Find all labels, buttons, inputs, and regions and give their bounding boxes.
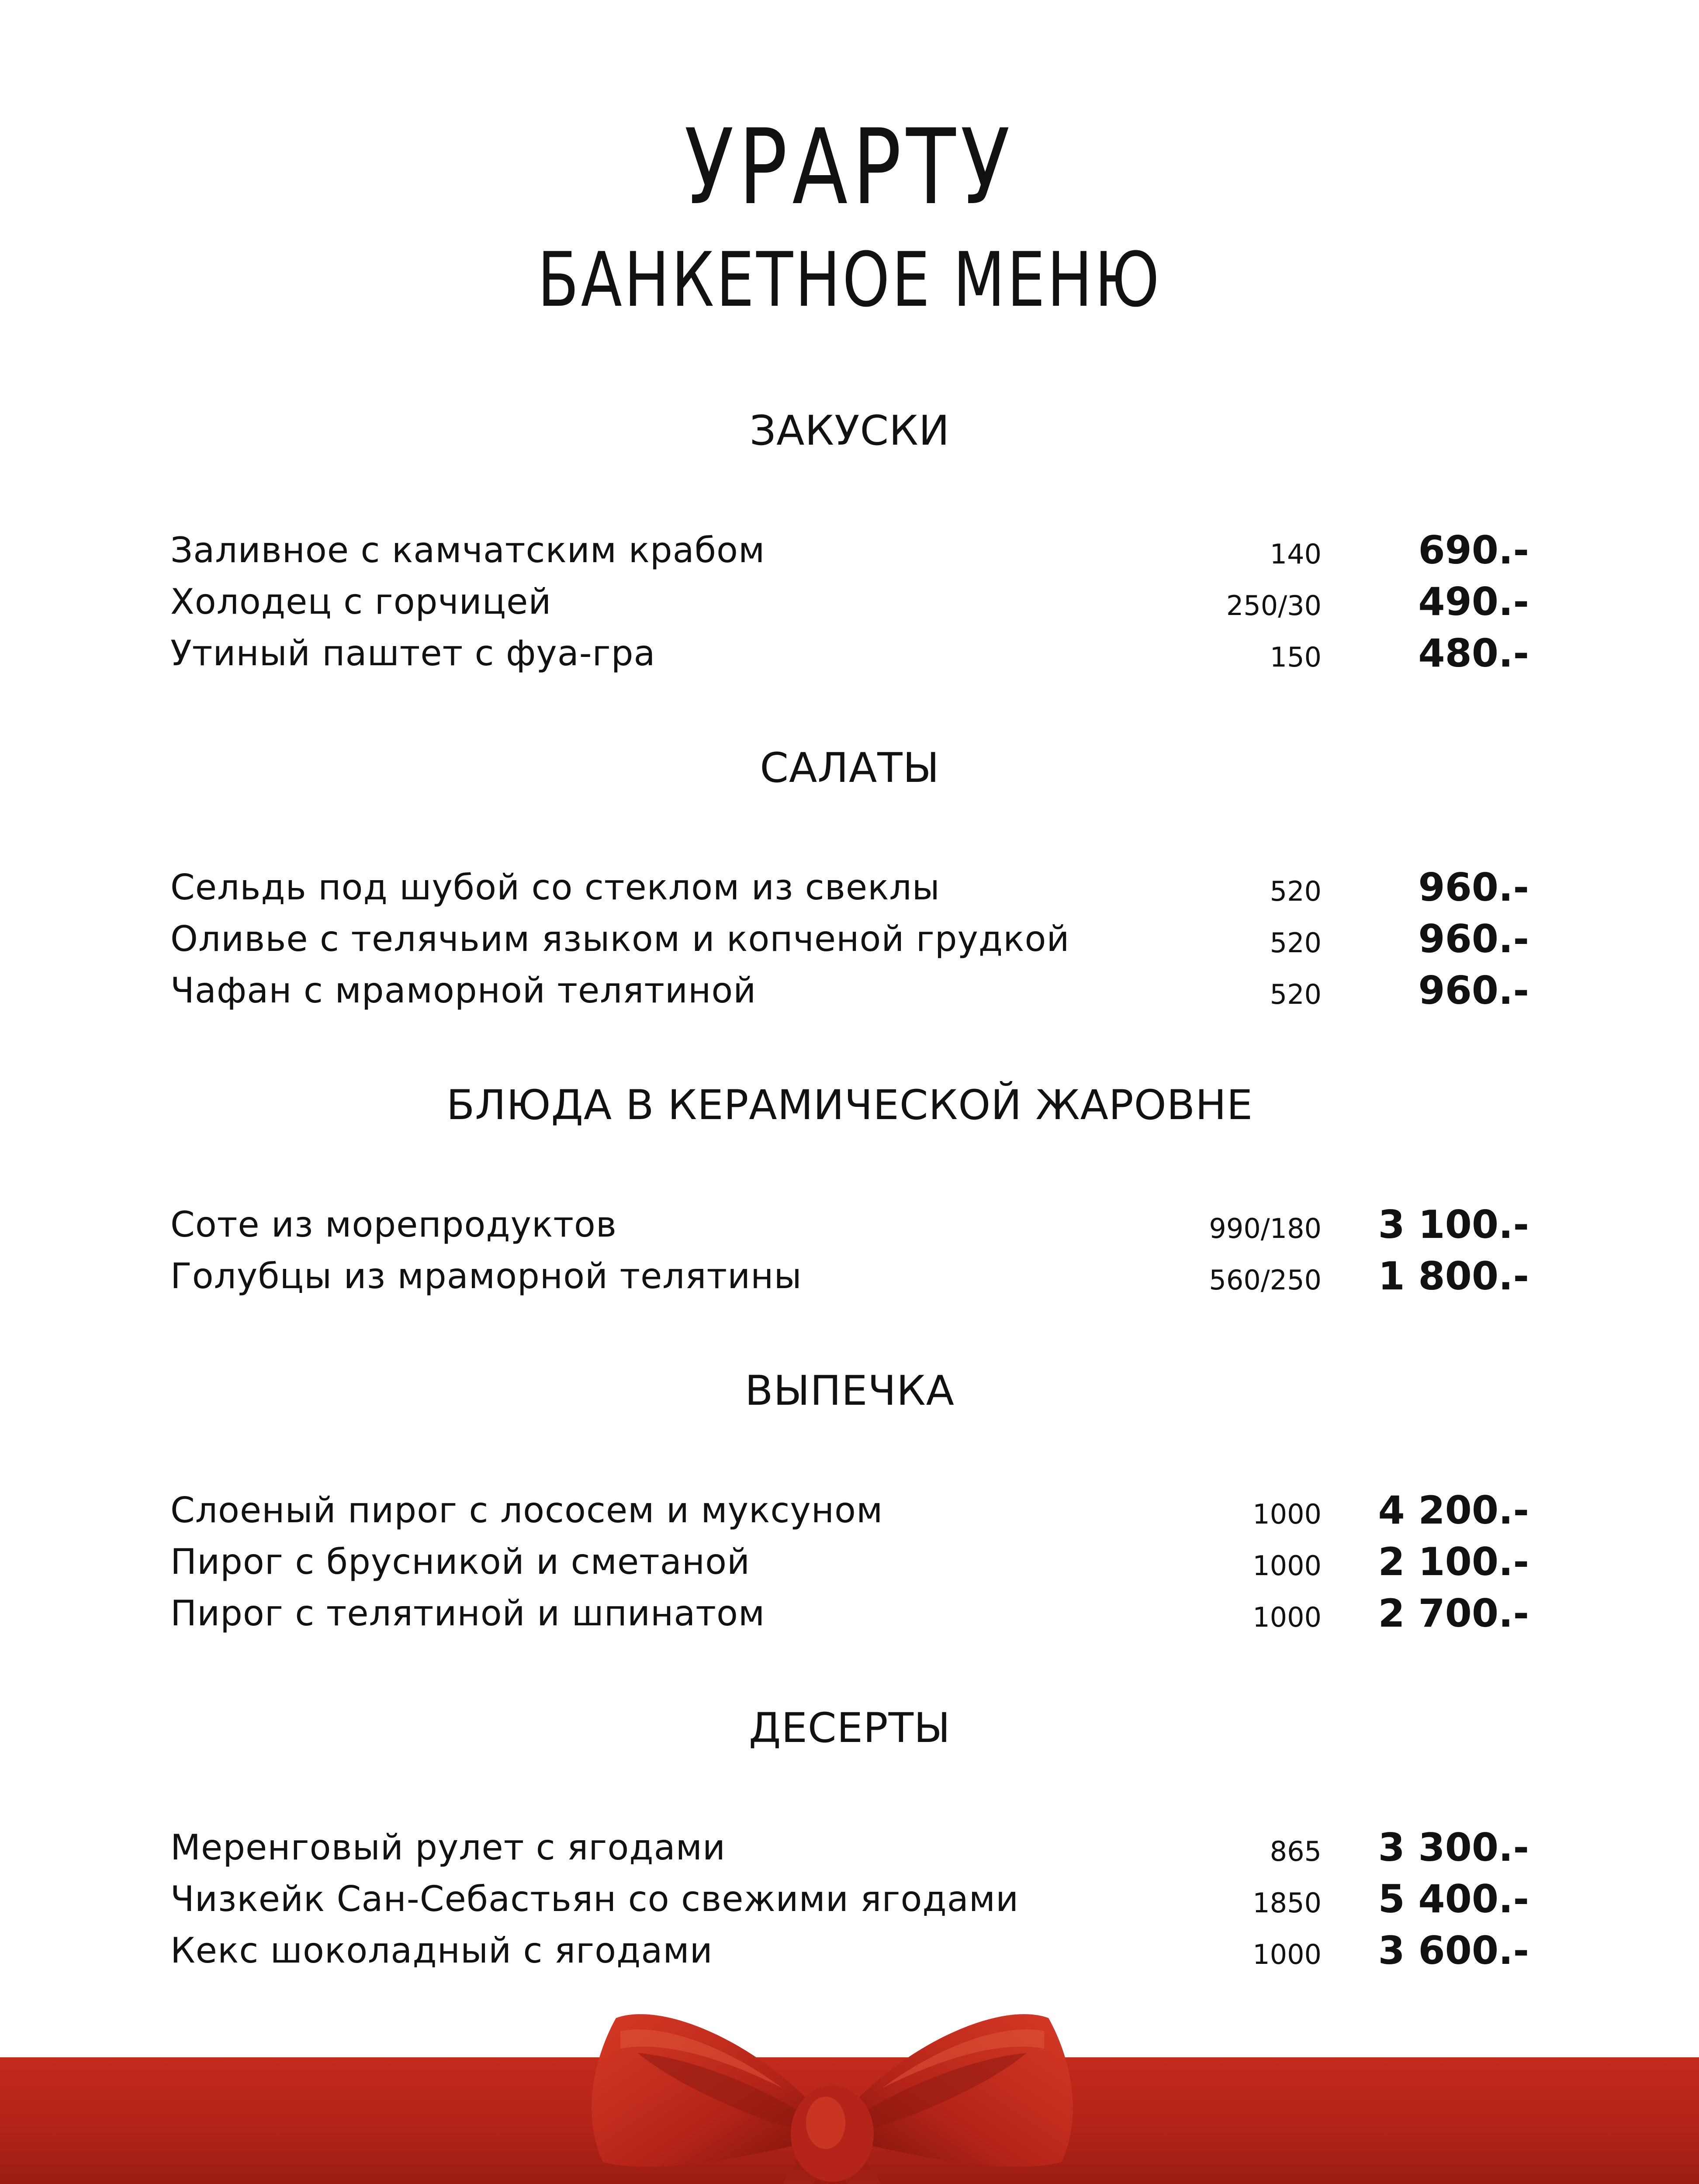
section-title: БЛЮДА В КЕРАМИЧЕСКОЙ ЖАРОВНЕ — [446, 1082, 1253, 1129]
item-name: Заливное с камчатским крабом — [170, 530, 765, 570]
item-price: 2 100.- — [1378, 1539, 1529, 1584]
item-weight: 1000 — [1253, 1939, 1322, 1970]
item-name: Соте из морепродуктов — [170, 1204, 617, 1245]
menu-item — [170, 1539, 1529, 1593]
item-weight: 1000 — [1253, 1601, 1322, 1633]
menu-subtitle: БАНКЕТНОЕ МЕНЮ — [537, 236, 1162, 324]
section-title: САЛАТЫ — [760, 744, 940, 792]
menu-item — [170, 1876, 1529, 1930]
menu-item — [170, 579, 1529, 632]
item-name: Холодец с горчицей — [170, 581, 552, 622]
section-title: ДЕСЕРТЫ — [749, 1704, 951, 1752]
item-name: Чафан с мраморной телятиной — [170, 970, 757, 1011]
menu-item — [170, 1202, 1529, 1255]
menu-item — [170, 1488, 1529, 1541]
item-name: Чизкейк Сан-Себастьян со свежими ягодами — [170, 1879, 1019, 1919]
item-price: 3 300.- — [1378, 1825, 1529, 1870]
item-name: Оливье с телячьим языком и копченой грудкой — [170, 919, 1070, 959]
item-name: Кекс шоколадный с ягодами — [170, 1930, 713, 1971]
menu-item — [170, 1825, 1529, 1878]
menu-item — [170, 528, 1529, 581]
section-title: ЗАКУСКИ — [749, 407, 950, 455]
item-weight: 1000 — [1253, 1550, 1322, 1582]
item-price: 4 200.- — [1378, 1488, 1529, 1533]
item-weight: 150 — [1270, 641, 1322, 673]
menu-item — [170, 916, 1529, 970]
item-weight: 560/250 — [1209, 1264, 1322, 1296]
item-price: 480.- — [1418, 631, 1529, 676]
menu-item — [170, 865, 1529, 918]
item-weight: 520 — [1270, 927, 1322, 959]
item-name: Утиный паштет с фуа-гра — [170, 633, 656, 674]
item-name: Пирог с брусникой и сметаной — [170, 1541, 751, 1582]
restaurant-title: УРАРТУ — [684, 107, 1015, 228]
item-name: Слоеный пирог с лососем и муксуном — [170, 1490, 883, 1531]
menu-item — [170, 631, 1529, 684]
item-weight: 1000 — [1253, 1498, 1322, 1530]
item-price: 960.- — [1418, 916, 1529, 961]
item-name: Сельдь под шубой со стеклом из свеклы — [170, 867, 940, 908]
item-weight: 520 — [1270, 875, 1322, 907]
section-title: ВЫПЕЧКА — [745, 1367, 955, 1415]
item-price: 960.- — [1418, 968, 1529, 1013]
item-price: 2 700.- — [1378, 1591, 1529, 1636]
item-price: 5 400.- — [1378, 1876, 1529, 1921]
menu-item — [170, 1928, 1529, 1981]
item-name: Пирог с телятиной и шпинатом — [170, 1593, 765, 1634]
item-weight: 990/180 — [1209, 1213, 1322, 1244]
item-price: 490.- — [1418, 579, 1529, 624]
item-price: 3 100.- — [1378, 1202, 1529, 1247]
item-weight: 1850 — [1253, 1887, 1322, 1919]
menu-item — [170, 1254, 1529, 1307]
bow-icon — [555, 1983, 1110, 2184]
item-name: Меренговый рулет с ягодами — [170, 1827, 726, 1868]
item-price: 1 800.- — [1378, 1254, 1529, 1299]
item-weight: 140 — [1270, 538, 1322, 570]
item-price: 3 600.- — [1378, 1928, 1529, 1973]
item-price: 690.- — [1418, 528, 1529, 573]
item-name: Голубцы из мраморной телятины — [170, 1256, 802, 1296]
menu-item — [170, 968, 1529, 1021]
item-weight: 520 — [1270, 978, 1322, 1010]
item-weight: 250/30 — [1226, 590, 1322, 622]
item-price: 960.- — [1418, 865, 1529, 910]
menu-item — [170, 1591, 1529, 1644]
item-weight: 865 — [1270, 1835, 1322, 1867]
